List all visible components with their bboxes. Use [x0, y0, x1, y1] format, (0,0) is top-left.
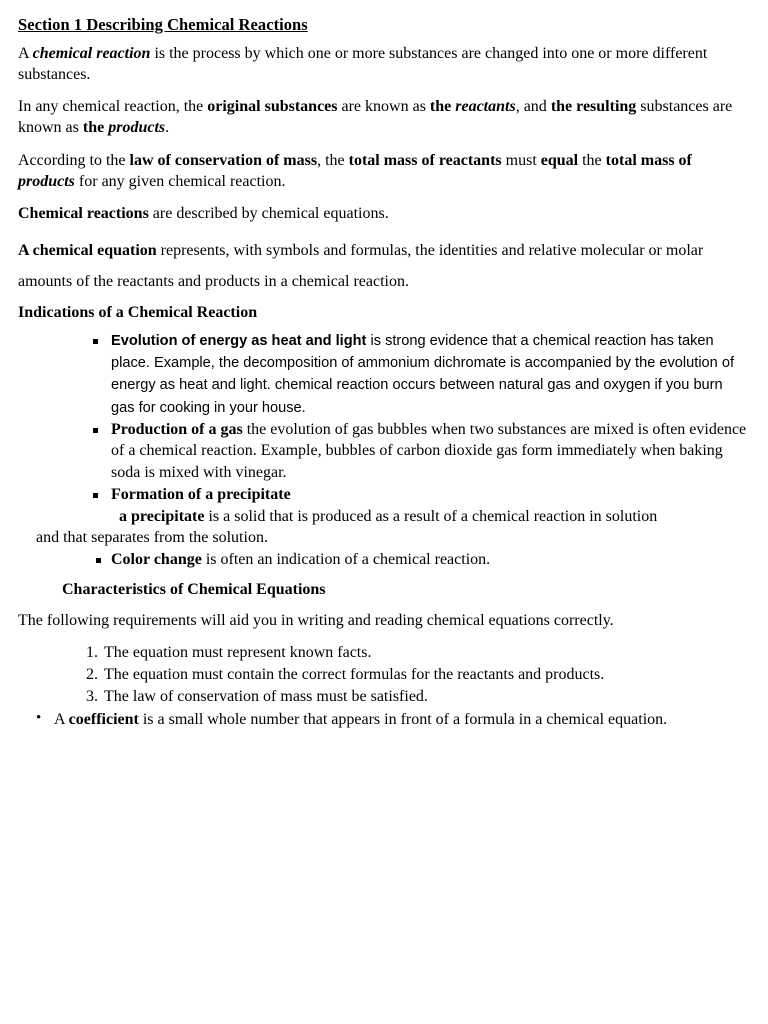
requirements-list	[18, 642, 748, 708]
indication-rest: the evolution of gas bubbles when two substances are mixed is often evidence of a chemical reaction.	[111, 420, 747, 460]
list-item	[18, 664, 748, 686]
indication-example-2: chemical reaction occurs between natural gas and oxygen if you burn gas for cooking in your house.	[111, 377, 723, 416]
text-run: for any given chemical reaction.	[74, 172, 286, 190]
indication-term: Evolution of energy as heat and light	[111, 333, 367, 350]
section-heading-indications: Indications of a Chemical Reaction	[18, 304, 258, 322]
term-law-conservation-mass: law of conservation of mass	[129, 151, 318, 169]
precipitate-definition	[119, 506, 748, 528]
paragraph-characteristics-intro: The following requirements will aid you in writing and reading chemical equations correctly.	[18, 611, 614, 629]
list-item	[18, 419, 748, 484]
term-products-2: products	[18, 172, 75, 190]
indication-line	[111, 551, 490, 568]
text-run: .	[165, 119, 170, 137]
paragraph-reactants-products	[18, 96, 748, 138]
term-chemical-reactions: Chemical reactions	[18, 204, 149, 222]
text-run: A	[18, 45, 33, 63]
list-item	[18, 549, 748, 571]
item-number: 3.	[86, 688, 98, 706]
list-item	[18, 642, 748, 664]
term-equal: equal	[540, 151, 579, 169]
item-text: The equation must contain the correct formulas for the reactants and products.	[104, 665, 605, 683]
text-run: In any chemical reaction, the	[18, 98, 208, 116]
text-run: substances are known as	[18, 98, 733, 137]
text-run: is the process by which one or more substances are changed into one or more different substances.	[18, 45, 708, 84]
item-number: 2.	[86, 665, 98, 683]
text-run: represents, with symbols and formulas, the identities and relative molecular or molar amounts of the reactants and products in a chemical reaction.	[18, 241, 704, 291]
term-total-mass-reactants: total mass of reactants	[348, 151, 502, 169]
term-a-chemical-equation: A chemical equation	[18, 241, 157, 259]
paragraph-conservation-of-mass	[18, 150, 748, 192]
text-run: are known as	[337, 98, 430, 116]
item-number: 1.	[86, 643, 98, 661]
list-item	[18, 686, 748, 708]
precipitate-continuation: and that separates from the solution.	[36, 529, 268, 547]
indication-term: Production of a gas	[111, 420, 243, 438]
list-item	[18, 484, 748, 549]
text-run: must	[501, 151, 541, 169]
indication-example: Example, bubbles of carbon dioxide gas form immediately when baking soda is mixed with vinegar.	[111, 442, 723, 482]
page-title: Section 1 Describing Chemical Reactions	[18, 15, 308, 34]
indication-subterm: a precipitate	[119, 507, 205, 525]
coefficient-note	[18, 709, 748, 731]
section-heading-characteristics: Characteristics of Chemical Equations	[62, 580, 326, 598]
paragraph-described-by-equations	[18, 203, 748, 224]
indication-example: Example, the decomposition of ammonium dichromate is accompanied by the evolution of energy as heat and light.	[111, 355, 735, 394]
text-run: are described by chemical equations.	[148, 204, 389, 222]
item-text: The equation must represent known facts.	[104, 643, 372, 661]
term-the-resulting: the resulting	[550, 98, 637, 116]
term-coefficient: coefficient	[68, 711, 139, 729]
term-total-mass-of: total mass of	[605, 151, 692, 169]
term-reactants: reactants	[455, 98, 516, 116]
term-products: products	[108, 119, 166, 137]
text-run: the	[82, 119, 109, 137]
text-run: , the	[317, 151, 349, 169]
item-text: The law of conservation of mass must be satisfied.	[104, 688, 428, 706]
indication-subrest: is a solid that is produced as a result of a chemical reaction in solution	[204, 507, 658, 525]
list-item	[18, 330, 748, 419]
text-run: According to the	[18, 151, 130, 169]
text-run: A	[54, 711, 69, 729]
text-run: the	[578, 151, 606, 169]
indication-term: Formation of a precipitate	[111, 485, 291, 503]
indications-list	[18, 330, 748, 571]
paragraph-definition-reaction	[18, 43, 748, 85]
paragraph-chemical-equation-definition	[18, 235, 748, 297]
text-run: is a small whole number that appears in front of a formula in a chemical equation.	[138, 711, 668, 729]
term-chemical-reaction: chemical reaction	[32, 45, 151, 63]
indication-term: Color change	[111, 551, 202, 569]
indication-line	[111, 486, 291, 503]
text-run: , and	[515, 98, 551, 116]
indication-rest: is strong evidence that a chemical reaction has taken place.	[111, 333, 714, 372]
indication-rest: is often an indication of a chemical reaction.	[201, 551, 491, 569]
term-original-substances: original substances	[207, 98, 338, 116]
text-run: the	[429, 98, 456, 116]
